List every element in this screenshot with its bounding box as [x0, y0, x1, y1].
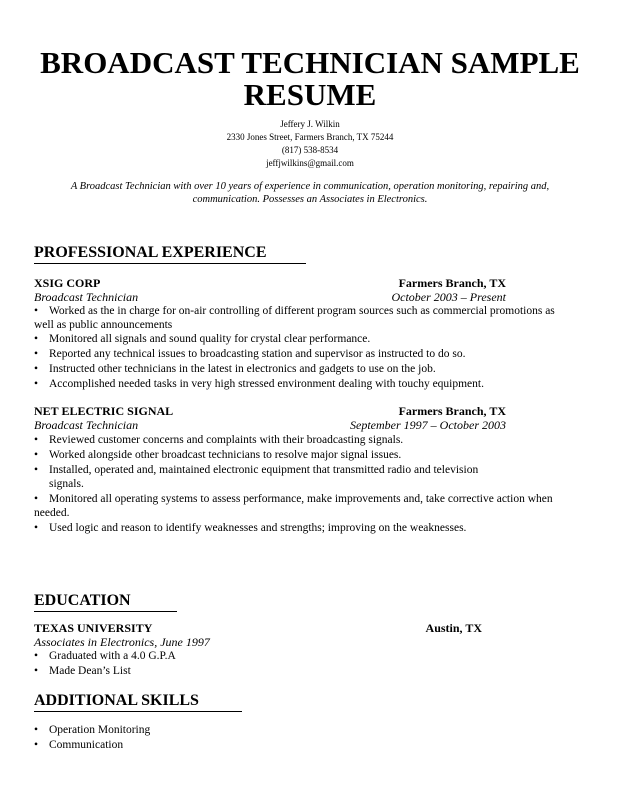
list-item-text: Worked as the in charge for on-air controlling of different program sources such as commercial promotions as [49, 305, 555, 317]
resume-title-line1: BROADCAST TECHNICIAN SAMPLE [40, 45, 580, 80]
contact-phone: (817) 538-8534 [281, 145, 339, 155]
bullet-icon: • [34, 348, 39, 360]
bullet-icon: • [34, 378, 39, 390]
bullet-icon: • [34, 650, 39, 662]
list-item-text: Communication [49, 739, 124, 751]
bullet-icon: • [34, 464, 39, 476]
list-item-text: Operation Monitoring [49, 724, 151, 736]
job-1-dates: October 2003 – Present [391, 290, 506, 304]
summary-line-1: A Broadcast Technician with over 10 years of experience in communication, operation monitoring, repairing and, [70, 181, 550, 192]
experience-heading: PROFESSIONAL EXPERIENCE [34, 243, 306, 264]
skills-heading: ADDITIONAL SKILLS [34, 691, 242, 712]
job-1-location: Farmers Branch, TX [398, 276, 506, 290]
list-item-text: Graduated with a 4.0 G.P.A [49, 650, 176, 662]
education-degree: Associates in Electronics, June 1997 [34, 635, 210, 649]
bullet-icon: • [34, 449, 39, 461]
list-item-text: Monitored all signals and sound quality for crystal clear performance. [49, 333, 371, 345]
list-item-text: needed. [34, 507, 70, 519]
bullet-icon: • [34, 305, 39, 317]
job-2-company: NET ELECTRIC SIGNAL [34, 404, 174, 418]
education-location: Austin, TX [425, 621, 482, 635]
bullet-icon: • [34, 333, 39, 345]
list-item-text: Installed, operated and, maintained electronic equipment that transmitted radio and television [49, 464, 479, 476]
bullet-icon: • [34, 522, 39, 534]
job-1-company: XSIG CORP [34, 276, 101, 290]
job-2-dates: September 1997 – October 2003 [350, 418, 506, 432]
list-item-text: Used logic and reason to identify weaknesses and strengths; improving on the weaknesses. [49, 522, 467, 534]
bullet-icon: • [34, 739, 39, 751]
list-item-text: Accomplished needed tasks in very high stressed environment dealing with touchy equipment. [49, 378, 484, 390]
resume-title-line2: RESUME [243, 77, 377, 112]
list-item-text: Reviewed customer concerns and complaints with their broadcasting signals. [49, 434, 404, 446]
bullet-icon: • [34, 363, 39, 375]
list-item-text: Monitored all operating systems to assess performance, make improvements and, take corrective action when [49, 493, 553, 505]
bullet-icon: • [34, 665, 39, 677]
list-item-text: Made Dean’s List [49, 665, 131, 677]
job-2-role: Broadcast Technician [34, 418, 139, 432]
list-item-text: Worked alongside other broadcast technicians to resolve major signal issues. [49, 449, 402, 461]
list-item-text: Reported any technical issues to broadcasting station and supervisor as instructed to do so. [49, 348, 466, 360]
list-item-text: well as public announcements [34, 319, 173, 331]
education-school: TEXAS UNIVERSITY [34, 621, 153, 635]
contact-email: jeffjwilkins@gmail.com [266, 158, 354, 168]
list-item-text: signals. [49, 478, 84, 490]
bullet-icon: • [34, 434, 39, 446]
list-item-text: Instructed other technicians in the latest in electronics and gadgets to use on the job. [49, 363, 436, 375]
bullet-icon: • [34, 724, 39, 736]
job-1-role: Broadcast Technician [34, 290, 139, 304]
summary-line-2: communication. Possesses an Associates in Electronics. [192, 194, 428, 205]
bullet-icon: • [34, 493, 39, 505]
job-2-location: Farmers Branch, TX [398, 404, 506, 418]
education-heading: EDUCATION [34, 591, 177, 612]
contact-address: 2330 Jones Street, Farmers Branch, TX 75244 [226, 132, 394, 142]
contact-name: Jeffery J. Wilkin [280, 119, 340, 129]
